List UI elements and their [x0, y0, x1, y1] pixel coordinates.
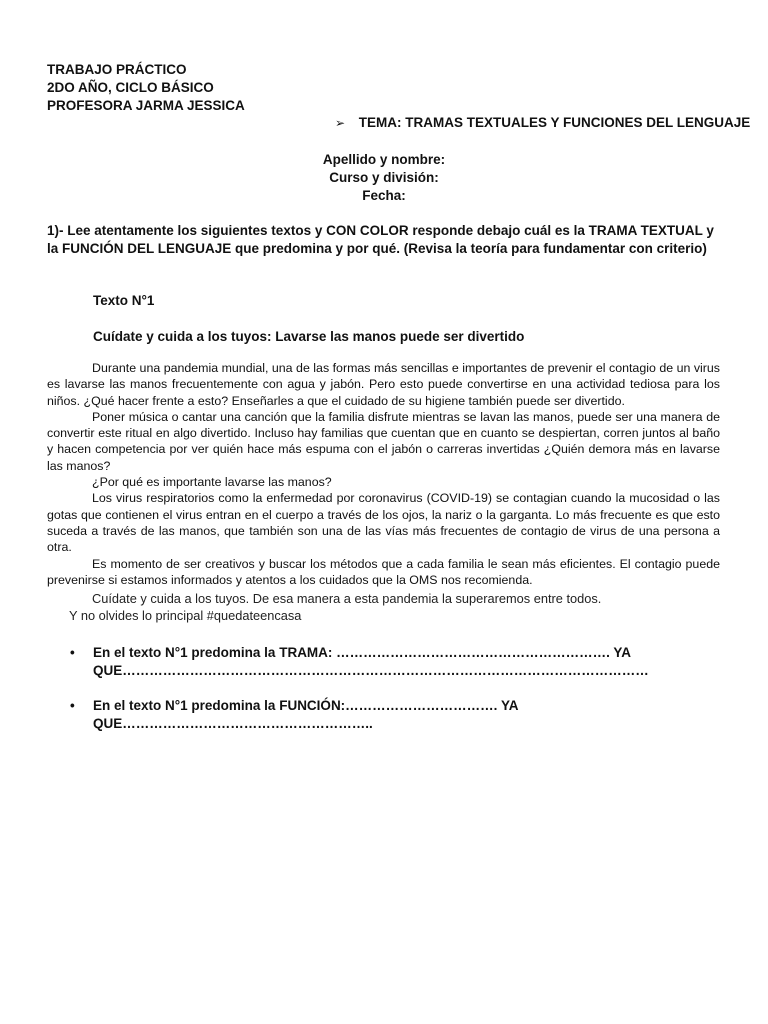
topic-text: TEMA: TRAMAS TEXTUALES Y FUNCIONES DEL LENGUAJE [358, 115, 751, 130]
course-field-label: Curso y división: [329, 170, 439, 185]
question-trama-line2: QUE……………………………………………………………………………………………………… [93, 663, 649, 678]
text-body [47, 360, 720, 588]
header-teacher: PROFESORA JARMA JESSICA [47, 98, 245, 113]
paragraph-4: Los virus respiratorios como la enfermedad por coronavirus (COVID-19) se contagian cuando la mucosidad o las gotas que contienen el virus entran en el cuerpo a través de los ojos, la nariz o la garganta. Lo más frecuente es que esto suceda a través de las manos, que también son una de las vías más frecuentes de contagio de virus de una persona a otra. [47, 491, 720, 555]
paragraph-5: Es momento de ser creativos y buscar los métodos que a cada familia le sean más eficientes. El contagio puede prevenirse si estamos informados y atentos a los cuidados que la OMS nos recomienda. [47, 556, 720, 587]
text-label: Texto N°1 [93, 293, 155, 308]
text-title: Cuídate y cuida a los tuyos: Lavarse las manos puede ser divertido [93, 329, 525, 344]
arrow-bullet-icon: ➢ [335, 116, 346, 130]
bullet-icon: • [70, 698, 75, 713]
question-trama-line1: En el texto N°1 predomina la TRAMA: ……………………………………………………. YA [93, 645, 631, 660]
date-field-label: Fecha: [362, 188, 406, 203]
question-funcion-line1: En el texto N°1 predomina la FUNCIÓN:……………………………. YA [93, 698, 519, 713]
closing-line-2: Y no olvides lo principal #quedateencasa [69, 607, 302, 623]
paragraph-3: ¿Por qué es importante lavarse las manos? [92, 475, 332, 490]
name-field-label: Apellido y nombre: [322, 152, 446, 167]
header-course: 2DO AÑO, CICLO BÁSICO [47, 80, 214, 95]
question-funcion [70, 697, 690, 733]
bullet-icon: • [70, 645, 75, 660]
closing-line-1: Cuídate y cuida a los tuyos. De esa manera a esta pandemia la superaremos entre todos. [92, 591, 602, 606]
paragraph-1: Durante una pandemia mundial, una de las formas más sencillas e importantes de prevenir el contagio de un virus es lavarse las manos frecuentemente con agua y jabón. Pero esto puede convertirse en una actividad tediosa para los niños. ¿Qué hacer frente a esto? Enseñarles a que el cuidado de su higiene también puede ser divertido. [47, 361, 720, 408]
paragraph-2: Poner música o cantar una canción que la familia disfrute mientras se lavan las manos, puede ser una manera de convertir este ritual en algo divertido. Incluso hay familias que cuentan que en cuanto se despiertan, corren juntos al baño y hacen competencia por ver quién hace más espuma con el jabón o carreras invertidas ¿Quién demora más en lavarse las manos? [47, 409, 720, 473]
instruction-paragraph: 1)- Lee atentamente los siguientes textos y CON COLOR responde debajo cuál es la TRAMA TEXTUAL y la FUNCIÓN DEL LENGUAJE que predomina y por qué. (Revisa la teoría para fundamentar con criterio) [47, 223, 714, 256]
header-title: TRABAJO PRÁCTICO [47, 62, 187, 77]
text-closing [47, 591, 720, 624]
question-funcion-line2: QUE……………………………………………….. [93, 716, 373, 731]
question-trama [70, 644, 690, 680]
topic-line [335, 115, 750, 130]
